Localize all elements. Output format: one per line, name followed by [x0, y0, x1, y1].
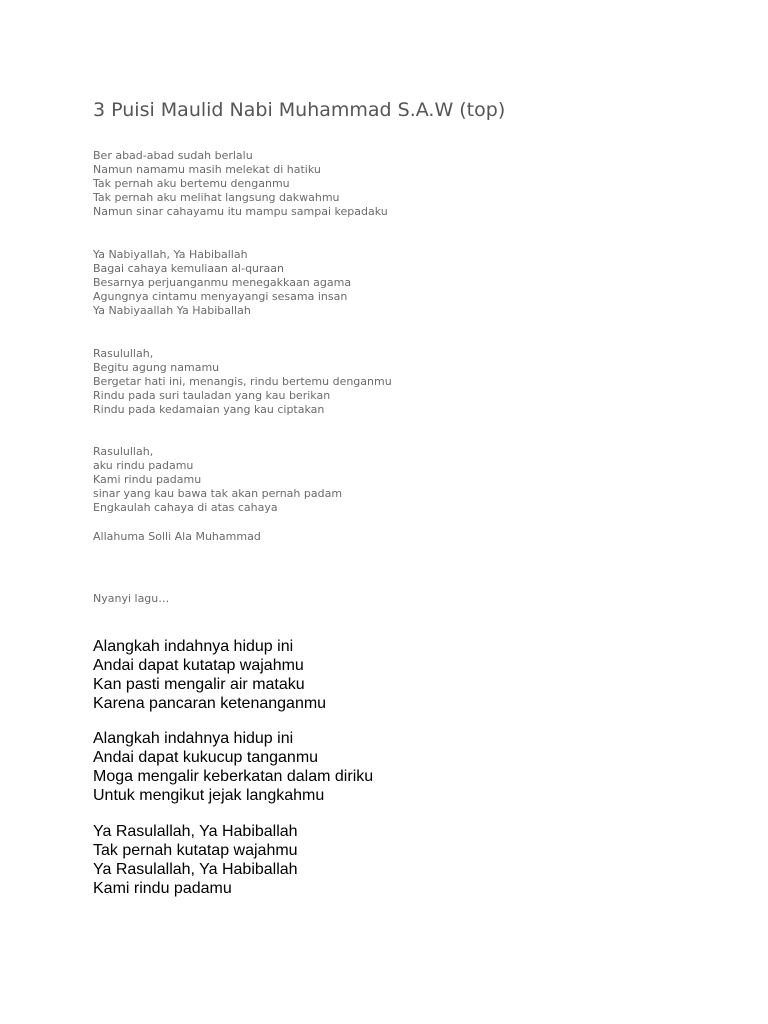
poem-line: Tak pernah aku bertemu denganmu [93, 177, 290, 190]
song-line: Andai dapat kukucup tanganmu [93, 749, 319, 766]
song-line: Kan pasti mengalir air mataku [93, 676, 305, 693]
song-line: Alangkah indahnya hidup ini [93, 730, 294, 747]
song-line: Ya Rasulallah, Ya Habiballah [93, 823, 298, 840]
poem-line: Besarnya perjuanganmu menegakkaan agama [93, 276, 352, 289]
poem-line: Ber abad-abad sudah berlalu [93, 149, 253, 162]
poem-closing [93, 530, 261, 544]
poem-line: Tak pernah aku melihat langsung dakwahmu [93, 191, 340, 204]
song-line: Tak pernah kutatap wajahmu [93, 842, 298, 859]
poem-line: sinar yang kau bawa tak akan pernah padam [93, 487, 343, 500]
poem-line: Allahuma Solli Ala Muhammad [93, 530, 261, 543]
poem-line: Namun sinar cahayamu itu mampu sampai kepadaku [93, 205, 388, 218]
poem-stanza-3 [93, 347, 392, 417]
song-line: Andai dapat kutatap wajahmu [93, 657, 304, 674]
poem-line: Rasulullah, [93, 347, 154, 360]
poem-line: Begitu agung namamu [93, 361, 220, 374]
poem-line: Rindu pada kedamaian yang kau ciptakan [93, 403, 325, 416]
song-stanza-1 [93, 637, 326, 713]
song-line: Ya Rasulallah, Ya Habiballah [93, 861, 298, 878]
poem-line: Kami rindu padamu [93, 473, 202, 486]
song-line: Moga mengalir keberkatan dalam diriku [93, 768, 374, 785]
poem-line: Bagai cahaya kemuliaan al-quraan [93, 262, 285, 275]
poem-line: aku rindu padamu [93, 459, 194, 472]
poem-line: Rasulullah, [93, 445, 154, 458]
poem-stanza-4 [93, 445, 342, 515]
song-stanza-3 [93, 822, 298, 898]
song-stanza-2 [93, 729, 373, 805]
song-line: Alangkah indahnya hidup ini [93, 638, 294, 655]
song-line: Kami rindu padamu [93, 880, 232, 897]
poem-line: Ya Nabiyallah, Ya Habiballah [93, 248, 248, 261]
song-line: Untuk mengikut jejak langkahmu [93, 787, 325, 804]
poem-line: Engkaulah cahaya di atas cahaya [93, 501, 278, 514]
poem-stanza-1 [93, 149, 388, 219]
song-intro [93, 592, 169, 606]
poem-line: Bergetar hati ini, menangis, rindu bertemu denganmu [93, 375, 392, 388]
document-title: 3 Puisi Maulid Nabi Muhammad S.A.W (top) [93, 99, 506, 121]
poem-line: Nyanyi lagu… [93, 592, 170, 605]
poem-line: Rindu pada suri tauladan yang kau berikan [93, 389, 331, 402]
song-line: Karena pancaran ketenanganmu [93, 695, 327, 712]
poem-line: Agungnya cintamu menyayangi sesama insan [93, 290, 348, 303]
poem-line: Ya Nabiyaallah Ya Habiballah [93, 304, 251, 317]
poem-stanza-2 [93, 248, 351, 318]
poem-line: Namun namamu masih melekat di hatiku [93, 163, 321, 176]
